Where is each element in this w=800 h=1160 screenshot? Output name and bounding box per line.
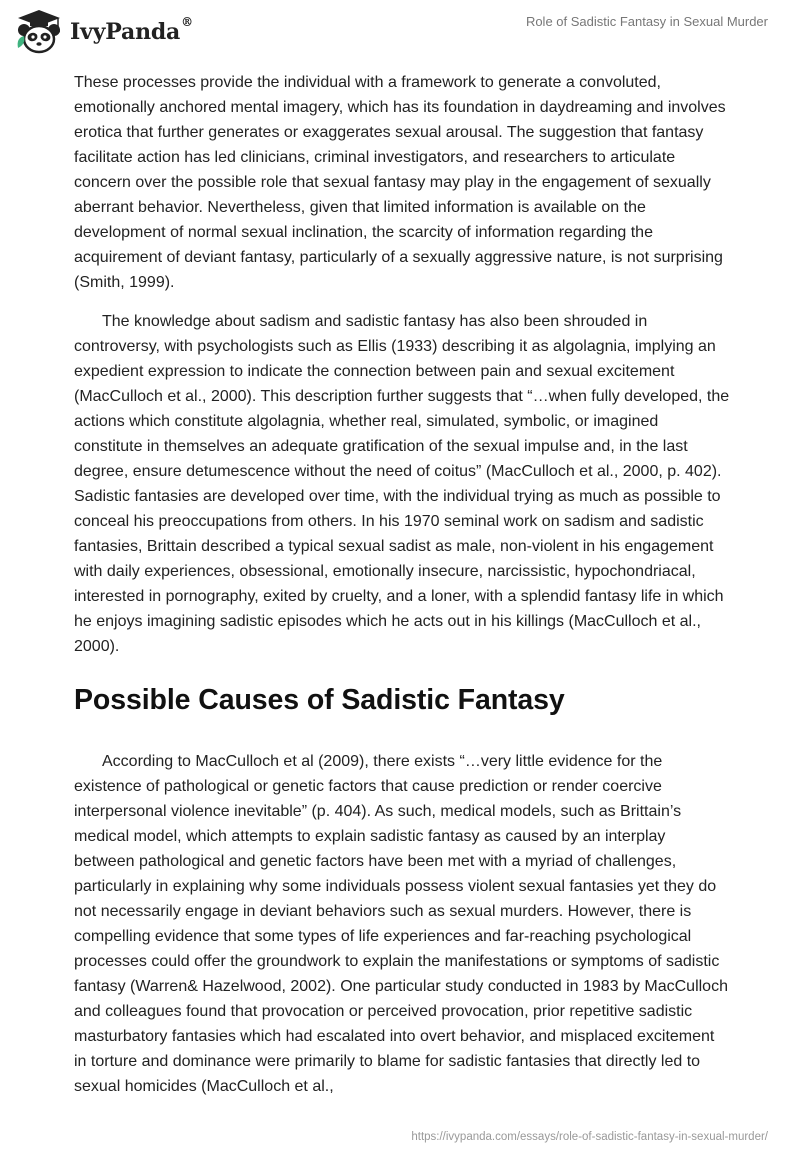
brand-name <box>70 15 193 45</box>
essay-body <box>74 70 730 1113</box>
ivypanda-logo[interactable] <box>14 8 193 56</box>
paragraph-2: The knowledge about sadism and sadistic fantasy has also been shrouded in controversy, with psychologists such as Ellis (1933) describing it as algolagnia, implying an expedient expression to indicate the connection between pain and sexual excitement (MacCulloch et al., 2000). This description further suggests that “…when fully developed, the actions which constitute algolagnia, whether real, simulated, symbolic, or imagined constitute in themselves an adequate gratification of the sexual impulse and, in the last degree, ensure detumescence without the need of coitus” (MacCulloch et al., 2000, p. 402). Sadistic fantasies are developed over time, with the individual trying as much as possible to conceal his preoccupations from others. In his 1970 seminal work on sadism and sadistic fantasies, Brittain described a typical sexual sadist as male, non-violent in his engagement with daily experiences, obsessional, emotionally insecure, narcissistic, hypochondriacal, interested in pornography, exited by cruelty, and a loner, with a splendid fantasy life in which he enjoys imagining sadistic episodes which he acts out in his killings (MacCulloch et al., 2000). <box>74 313 730 655</box>
paragraph-1: These processes provide the individual with a framework to generate a convoluted, emotionally anchored mental imagery, which has its foundation in daydreaming and involves erotica that further generates or exaggerates sexual arousal. The suggestion that fantasy facilitate action has led clinicians, criminal investigators, and researchers to articulate concern over the possible role that sexual fantasy may play in the engagement of sexually aberrant behavior. Nevertheless, given that limited information is available on the development of normal sexual inclination, the scarcity of information regarding the acquirement of deviant fantasy, particularly of a sexually aggressive nature, is not surprising (Smith, 1999). <box>74 74 726 291</box>
registered-mark: ® <box>181 15 193 29</box>
brand-label: IvyPanda <box>70 19 181 45</box>
page-header <box>0 0 800 60</box>
document-title: Role of Sadistic Fantasy in Sexual Murder <box>525 14 768 29</box>
paragraph-3: According to MacCulloch et al (2009), there exists “…very little evidence for the existence of pathological or genetic factors that cause prediction or render coercive interpersonal violence inevitable” (p. 404). As such, medical models, such as Brittain’s medical model, which attempts to explain sadistic fantasy as caused by an interplay between pathological and genetic factors have been met with a myriad of challenges, particularly in explaining why some individuals possess violent sexual fantasies yet they do not necessarily engage in deviant behaviors such as sexual murders. However, there is compelling evidence that some types of life experiences and far-reaching psychological processes could offer the groundwork to explain the manifestations or symptoms of sadistic fantasy (Warren& Hazelwood, 2002). One particular study conducted in 1983 by MacCulloch and colleagues found that provocation or perceived provocation, prior repetitive sadistic masturbatory fantasies which had escalated into overt behavior, and misplaced excitement in torture and dominance were primarily to blame for sadistic fantasies that directly led to sexual homicides (MacCulloch et al., <box>74 753 728 1095</box>
footer-url[interactable]: https://ivypanda.com/essays/role-of-sadistic-fantasy-in-sexual-murder/ <box>411 1131 768 1143</box>
section-heading: Possible Causes of Sadistic Fantasy <box>74 684 565 716</box>
panda-graduate-icon <box>14 8 64 56</box>
